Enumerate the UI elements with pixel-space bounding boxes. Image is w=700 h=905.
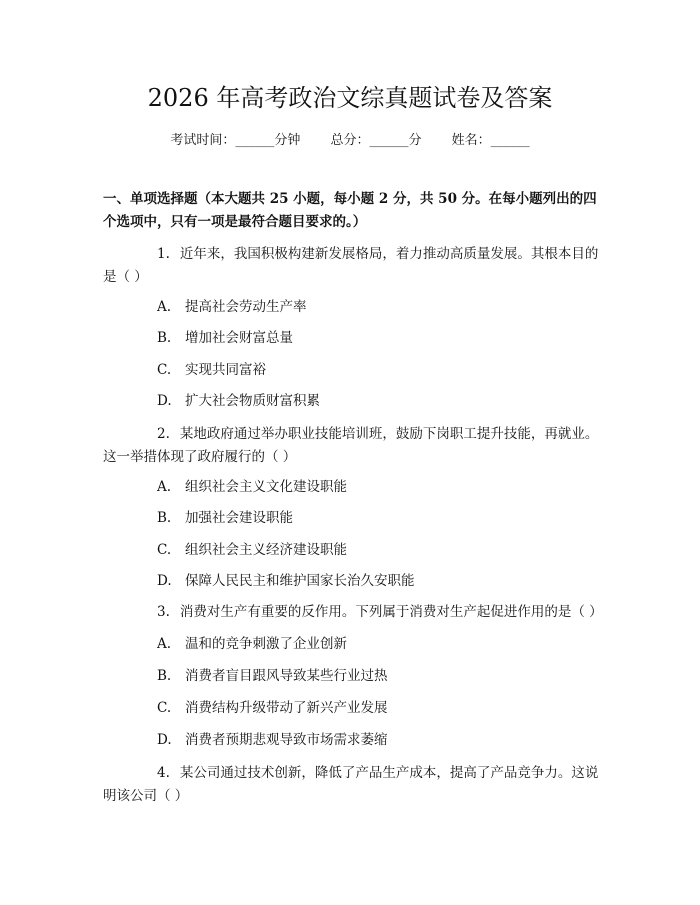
- option-text: 增加社会财富总量: [185, 330, 293, 346]
- exam-title: 2026 年高考政治文综真题试卷及答案: [147, 84, 553, 112]
- option-text: 消费结构升级带动了新兴产业发展: [185, 700, 388, 716]
- question-3: [103, 601, 603, 624]
- option-letter: B.: [157, 510, 172, 526]
- question-1: [103, 243, 603, 289]
- option-text: 提高社会劳动生产率: [185, 299, 307, 315]
- option-text: 温和的竞争刺激了企业创新: [185, 636, 347, 652]
- student-name-field: 姓名：______: [451, 133, 530, 148]
- option-letter: B.: [157, 330, 172, 346]
- option-letter: C.: [157, 362, 172, 378]
- option-text: 组织社会主义经济建设职能: [185, 542, 347, 558]
- question-2-option-c: [157, 539, 597, 561]
- question-1-option-c: [157, 359, 597, 381]
- question-2-option-b: [157, 507, 597, 529]
- option-letter: A.: [157, 636, 172, 652]
- option-text: 扩大社会物质财富积累: [185, 393, 320, 409]
- option-letter: D.: [157, 732, 172, 748]
- question-3-option-a: [157, 633, 597, 655]
- total-score-field: 总分：______分: [330, 133, 422, 148]
- option-letter: D.: [157, 573, 172, 589]
- question-number: 4.: [157, 765, 170, 781]
- option-text: 组织社会主义文化建设职能: [185, 479, 347, 495]
- question-2-option-d: [157, 570, 597, 592]
- option-text: 消费者盲目跟风导致某些行业过热: [185, 668, 388, 684]
- option-text: 加强社会建设职能: [185, 510, 293, 526]
- question-text: 消费对生产有重要的反作用。下列属于消费对生产起促进作用的是（ ）: [179, 604, 603, 620]
- question-text: 近年来，我国积极构建新发展格局，着力推动高质量发展。其根本目的是（ ）: [103, 246, 599, 285]
- question-1-option-b: [157, 327, 597, 349]
- option-text: 消费者预期悲观导致市场需求萎缩: [185, 732, 388, 748]
- option-letter: C.: [157, 542, 172, 558]
- question-number: 1.: [157, 246, 170, 262]
- section-header: 一、单项选择题（本大题共 25 小题，每小题 2 分，共 50 分。在每小题列出的四个选项中，只有一项是最符合题目要求的。）: [103, 191, 597, 230]
- question-1-option-d: [157, 390, 597, 412]
- exam-time-field: 考试时间：______分钟: [170, 133, 301, 148]
- question-text: 某公司通过技术创新，降低了产品生产成本，提高了产品竞争力。这说明该公司（ ）: [103, 765, 599, 804]
- question-2: [103, 423, 603, 469]
- option-letter: A.: [157, 299, 172, 315]
- question-3-option-b: [157, 665, 597, 687]
- question-number: 3.: [157, 604, 170, 620]
- question-2-option-a: [157, 476, 597, 498]
- option-text: 实现共同富裕: [185, 362, 266, 378]
- option-letter: C.: [157, 700, 172, 716]
- question-text: 某地政府通过举办职业技能培训班，鼓励下岗职工提升技能，再就业。这一举措体现了政府履行的（ ）: [103, 426, 599, 465]
- option-text: 保障人民民主和维护国家长治久安职能: [185, 573, 415, 589]
- question-3-option-c: [157, 697, 597, 719]
- option-letter: D.: [157, 393, 172, 409]
- option-letter: B.: [157, 668, 172, 684]
- question-1-option-a: [157, 296, 597, 318]
- question-number: 2.: [157, 426, 170, 442]
- option-letter: A.: [157, 479, 172, 495]
- exam-meta: [0, 131, 700, 151]
- question-4: [103, 762, 603, 808]
- question-3-option-d: [157, 729, 597, 751]
